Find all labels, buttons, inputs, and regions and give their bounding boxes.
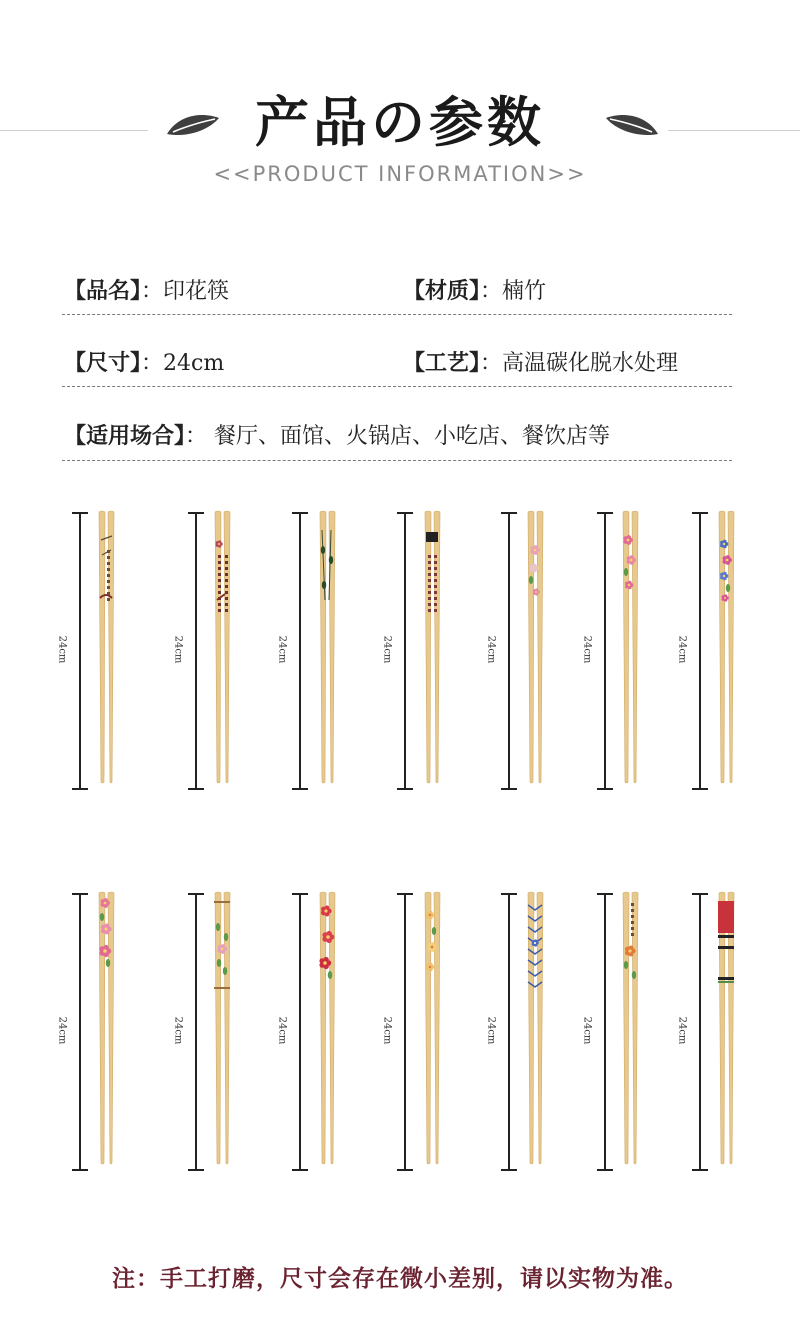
spec-name-key: 【品名】: [64, 278, 142, 304]
ruler-tick: [188, 893, 204, 895]
ruler-line: [299, 893, 301, 1171]
ruler-line: [195, 893, 197, 1171]
length-ruler: [397, 893, 413, 1171]
length-label: 24cm: [276, 1016, 288, 1045]
chopstick-pair: [622, 891, 640, 1165]
spec-name-value: ：印花筷: [141, 279, 230, 304]
length-label: 24cm: [172, 1016, 184, 1045]
ruler-line: [299, 512, 301, 790]
length-label: 24cm: [581, 1016, 593, 1045]
page-subtitle: <<PRODUCT INFORMATION>>: [213, 162, 587, 186]
ruler-tick: [292, 1169, 308, 1171]
length-ruler: [292, 512, 308, 790]
spec-size-key: 【尺寸】: [64, 350, 142, 376]
length-ruler: [501, 893, 517, 1171]
length-label: 24cm: [485, 1016, 497, 1045]
divider: [62, 314, 732, 315]
footer-note: 注：手工打磨，尺寸会存在微小差别，请以实物为准。: [112, 1266, 688, 1292]
length-ruler: [292, 893, 308, 1171]
ruler-tick: [188, 1169, 204, 1171]
ruler-tick: [188, 788, 204, 790]
length-ruler: [692, 512, 708, 790]
length-label: 24cm: [381, 635, 393, 664]
spec-craft: [403, 346, 678, 377]
length-label: 24cm: [581, 635, 593, 664]
chopstick-pair: [527, 510, 545, 784]
ruler-tick: [72, 788, 88, 790]
spec-material: [403, 274, 546, 305]
ruler-tick: [72, 893, 88, 895]
length-ruler: [397, 512, 413, 790]
chopstick-pair: [527, 891, 545, 1165]
chopstick-pair: [718, 891, 736, 1165]
chopstick-pair: [98, 891, 116, 1165]
length-label: 24cm: [56, 1016, 68, 1045]
length-label: 24cm: [381, 1016, 393, 1045]
ruler-tick: [692, 893, 708, 895]
spec-size: [64, 346, 224, 377]
ruler-tick: [597, 893, 613, 895]
spec-usage: [64, 419, 610, 450]
chopstick-pair: [214, 510, 232, 784]
ruler-tick: [72, 512, 88, 514]
ruler-line: [508, 512, 510, 790]
length-ruler: [692, 893, 708, 1171]
ruler-tick: [597, 1169, 613, 1171]
length-ruler: [501, 512, 517, 790]
ruler-tick: [692, 1169, 708, 1171]
ruler-line: [404, 512, 406, 790]
ruler-tick: [501, 893, 517, 895]
spec-usage-value: ： 餐厅、面馆、火锅店、小吃店、餐饮店等: [185, 424, 611, 449]
length-ruler: [597, 893, 613, 1171]
ruler-tick: [397, 893, 413, 895]
divider: [62, 386, 732, 387]
ruler-tick: [692, 788, 708, 790]
chopstick-pair: [319, 891, 337, 1165]
ruler-tick: [188, 512, 204, 514]
length-label: 24cm: [676, 635, 688, 664]
ruler-line: [699, 893, 701, 1171]
spec-material-value: ：楠竹: [480, 279, 547, 304]
ruler-line: [604, 512, 606, 790]
spec-size-value: ：24cm: [141, 351, 225, 376]
length-label: 24cm: [485, 635, 497, 664]
ruler-tick: [501, 788, 517, 790]
divider: [62, 460, 732, 461]
chopstick-pair: [98, 510, 116, 784]
length-ruler: [72, 893, 88, 1171]
ruler-tick: [397, 512, 413, 514]
ruler-tick: [72, 1169, 88, 1171]
chopstick-pair: [214, 891, 232, 1165]
chopstick-pair: [718, 510, 736, 784]
ruler-tick: [692, 512, 708, 514]
length-label: 24cm: [276, 635, 288, 664]
ruler-tick: [292, 893, 308, 895]
length-label: 24cm: [676, 1016, 688, 1045]
ruler-line: [699, 512, 701, 790]
ruler-line: [79, 893, 81, 1171]
length-ruler: [597, 512, 613, 790]
ruler-tick: [397, 1169, 413, 1171]
ruler-line: [195, 512, 197, 790]
ruler-tick: [292, 788, 308, 790]
chopstick-pair: [424, 510, 442, 784]
chopstick-pair: [622, 510, 640, 784]
page-title: 产品の参数: [255, 90, 545, 154]
spec-craft-key: 【工艺】: [403, 350, 481, 376]
length-ruler: [188, 893, 204, 1171]
length-ruler: [72, 512, 88, 790]
ruler-tick: [597, 512, 613, 514]
chopstick-pair: [319, 510, 337, 784]
chopstick-pair: [424, 891, 442, 1165]
ruler-tick: [597, 788, 613, 790]
ruler-tick: [397, 788, 413, 790]
length-ruler: [188, 512, 204, 790]
spec-craft-value: ：高温碳化脱水处理: [480, 351, 679, 376]
ruler-tick: [292, 512, 308, 514]
spec-material-key: 【材质】: [403, 278, 481, 304]
length-label: 24cm: [56, 635, 68, 664]
length-label: 24cm: [172, 635, 184, 664]
ruler-tick: [501, 512, 517, 514]
spec-name: [64, 274, 229, 305]
ruler-line: [79, 512, 81, 790]
ruler-line: [604, 893, 606, 1171]
ruler-tick: [501, 1169, 517, 1171]
ruler-line: [404, 893, 406, 1171]
spec-usage-key: 【适用场合】: [64, 423, 186, 449]
ruler-line: [508, 893, 510, 1171]
